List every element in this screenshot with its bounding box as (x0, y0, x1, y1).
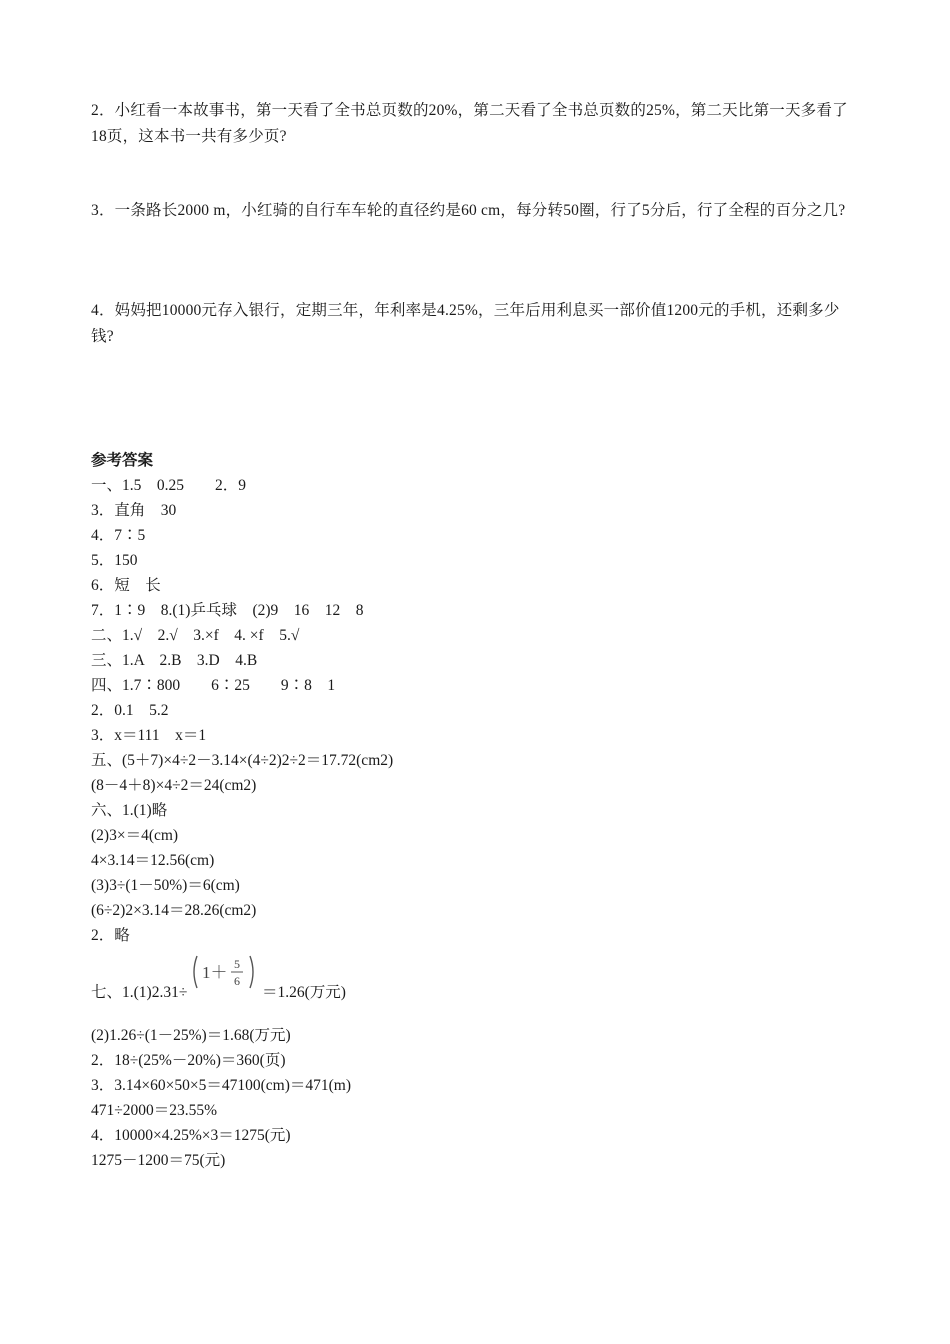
formula-suffix: ＝1.26(万元) (262, 984, 346, 1001)
answer-line: 3．3.14×60×50×5＝47100(cm)＝471(m) (91, 1077, 351, 1094)
answer-line: (2)3×＝4(cm) (91, 827, 179, 844)
answer-line: 5．150 (91, 552, 138, 569)
question-2: 2．小红看一本故事书，第一天看了全书总页数的20%，第二天看了全书总页数的25%，第二天比第一天多看了18页，这本书一共有多少页? (91, 102, 848, 145)
answer-line: 一、1.5 0.25 2．9 (91, 477, 247, 494)
answer-line: 4．7∶5 (91, 527, 146, 544)
answer-line: (8－4＋8)×4÷2＝24(cm2) (91, 777, 257, 794)
answer-list-a (91, 473, 861, 948)
answer-line: 四、1.7∶800 6∶25 9∶8 1 (91, 677, 336, 694)
answer-line: 五、(5＋7)×4÷2－3.14×(4÷2)2÷2＝17.72(cm2) (91, 752, 394, 769)
formula-prefix: 七、1.(1)2.31÷ (91, 984, 188, 1001)
answer-line: (3)3÷(1－50%)＝6(cm) (91, 877, 240, 894)
answer-line: 三、1.A 2.B 3.D 4.B (91, 652, 258, 669)
answer-key-heading: 参考答案 (91, 452, 154, 469)
formula-numerator: 5 (234, 957, 240, 971)
fraction-formula-image (190, 952, 260, 992)
answer-line: 2．0.1 5.2 (91, 702, 169, 719)
answer-key (91, 448, 861, 1173)
formula-one: 1＋ (202, 963, 228, 982)
answer-line: 1275－1200＝75(元) (91, 1152, 226, 1169)
answer-list-b (91, 1023, 861, 1173)
answer-line: 4．10000×4.25%×3＝1275(元) (91, 1127, 291, 1144)
answer-line: 7．1∶9 8.(1)乒乓球 (2)9 16 12 8 (91, 602, 364, 619)
answer-line: 3．直角 30 (91, 502, 177, 519)
question-4: 4．妈妈把10000元存入银行，定期三年，年利率是4.25%，三年后用利息买一部价值1200元的手机，还剩多少钱? (91, 302, 840, 345)
question-3: 3．一条路长2000 m，小红骑的自行车车轮的直径约是60 cm，每分转50圈，行了5分后，行了全程的百分之几? (91, 202, 846, 219)
answer-line: 471÷2000＝23.55% (91, 1102, 218, 1119)
answer-line: 4×3.14＝12.56(cm) (91, 852, 215, 869)
formula-denominator: 6 (234, 974, 240, 988)
right-paren (250, 956, 253, 988)
answer-line: 2．略 (91, 927, 130, 944)
answer-line: 3．x＝111 x＝1 (91, 727, 207, 744)
answer-line: 2．18÷(25%－20%)＝360(页) (91, 1052, 286, 1069)
answer-line: (2)1.26÷(1－25%)＝1.68(万元) (91, 1027, 291, 1044)
answer-line: (6÷2)2×3.14＝28.26(cm2) (91, 902, 257, 919)
left-paren (194, 956, 197, 988)
answer-line: 6．短 长 (91, 577, 161, 594)
answer-line: 六、1.(1)略 (91, 802, 168, 819)
answer-formula-line (91, 948, 861, 1023)
answer-line: 二、1.√ 2.√ 3.×f 4. ×f 5.√ (91, 627, 300, 644)
